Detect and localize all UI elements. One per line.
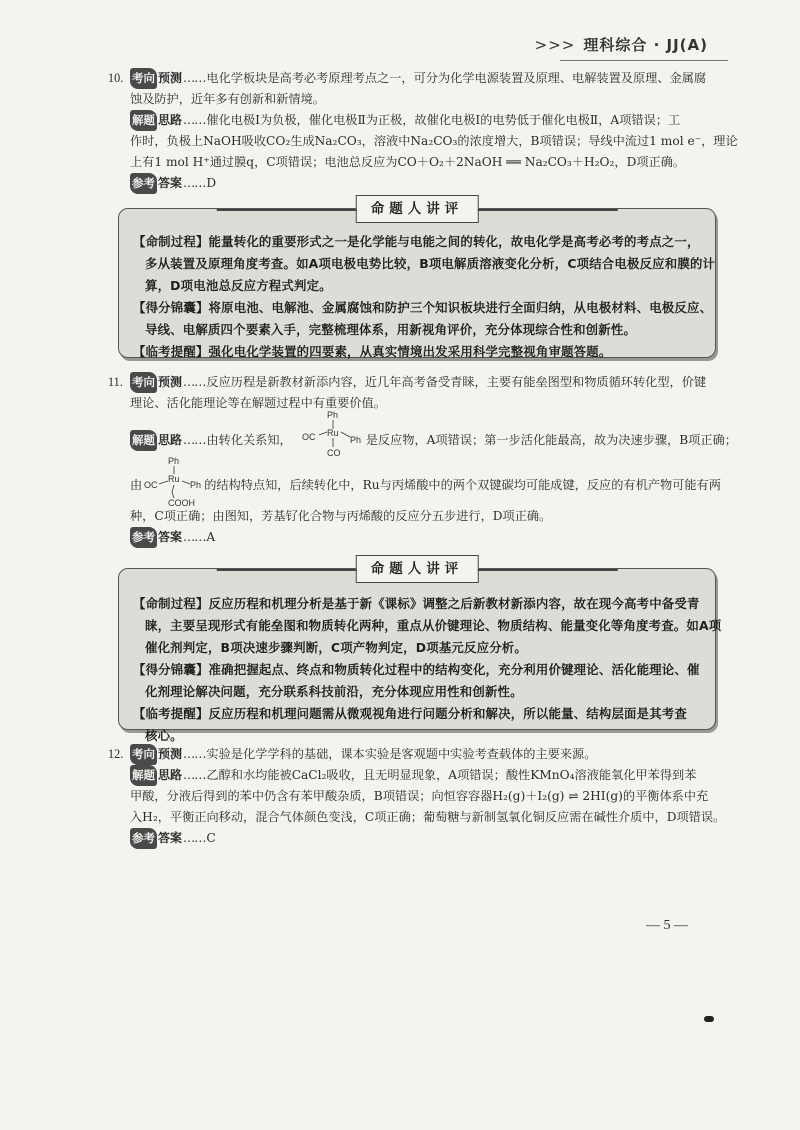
ink-mark: [704, 1016, 714, 1022]
question-number: 10.: [108, 71, 124, 85]
predict-text-2: 理论、活化能理论等在解题过程中有重要价值。: [130, 396, 386, 410]
commentary-line: 【得分锦囊】将原电池、电解池、金属腐蚀和防护三个知识板块进行全面归纳，从电极材料、电极反应、: [133, 300, 713, 315]
predict-text: 实验是化学学科的基础，课本实验是客观题中实验考查载体的主要来源。: [206, 747, 597, 761]
idea-text: 是反应物，A项错误；第一步活化能最高，故为决速步骤，B项正确；: [365, 433, 737, 447]
answer-tag: 参考 答案: [130, 527, 182, 548]
commentary-line: 【临考提醒】反应历程和机理问题需从微观视角进行问题分析和解决，所以能量、结构层面是其考查: [133, 706, 687, 721]
answer-value: D: [206, 176, 217, 190]
predict-text-2: 蚀及防护，近年多有创新和新情境。: [130, 92, 325, 106]
commentary-line: 催化剂判定，B项决速步骤判断，C项产物判定，D项基元反应分析。: [145, 640, 527, 655]
predict-tag: 考向 预测: [130, 68, 182, 89]
idea-line: 上有1 mol H⁺通过膜q，C项错误；电池总反应为CO＋O₂＋2NaOH ══ Na₂CO₃＋H₂O₂，D项正确。: [130, 155, 686, 169]
commentary-line: 算，D项电池总反应方程式判定。: [145, 278, 332, 293]
commentary-title: 命题人讲评: [356, 555, 479, 583]
idea-text: 的结构特点知，后续转化中，Ru与丙烯酸中的两个双键碳均可能成键，反应的有机产物可能有两: [204, 478, 721, 492]
question-12: 12. 考向 预测……实验是化学学科的基础，课本实验是客观题中实验考查载体的主要来源。 解题 思路……乙醇和水均能被CaCl₂吸收，且无明显现象，A项错误；酸性KMnO₄溶液能氧化甲苯得到苯 甲酸，分液后得到的苯中仍含有苯甲酸杂质，B项错误；向恒容容器H₂(g)＋I₂(g) ⇌ 2HI(g)的平衡体系中充 入H₂，平衡正向移动，混合气体颜色变浅，C项正确；葡萄糖与新制氢氧化铜反应需在碱性介质中，D项错误。 参考 答案……C: [130, 744, 718, 849]
header-title: 理科综合 · JJ(A): [583, 36, 708, 54]
idea-line: 作时，负极上NaOH吸收CO₂生成Na₂CO₃，溶液中Na₂CO₃的浓度增大，B项错误；导线中流过1 mol e⁻，理论: [130, 134, 738, 148]
predict-text: 电化学板块是高考必考原理考点之一，可分为化学电源装置及原理、电解装置及原理、金属腐: [206, 71, 707, 85]
idea-text: 由: [130, 478, 143, 492]
answer-tag: 参考 答案: [130, 173, 182, 194]
commentary-box-2: [118, 561, 722, 743]
commentary-line: 【命制过程】反应历程和机理分析是基于新《课标》调整之后新教材新添内容，故在现今高考中备受青: [133, 596, 700, 611]
idea-line: 甲酸，分液后得到的苯中仍含有苯甲酸杂质，B项错误；向恒容容器H₂(g)＋I₂(g) ⇌ 2HI(g)的平衡体系中充: [130, 789, 709, 803]
question-number: 11.: [108, 375, 123, 389]
commentary-line: 【命制过程】能量转化的重要形式之一是化学能与电能之间的转化，故电化学是高考必考的考点之一，: [133, 234, 700, 249]
answer-value: C: [206, 831, 216, 845]
commentary-title: 命题人讲评: [356, 195, 479, 223]
idea-tag: 解题 思路: [130, 110, 182, 131]
idea-line: 乙醇和水均能被CaCl₂吸收，且无明显现象，A项错误；酸性KMnO₄溶液能氧化甲苯得到苯: [206, 768, 697, 782]
idea-tag: 解题 思路: [130, 430, 182, 451]
predict-tag: 考向 预测: [130, 744, 182, 765]
commentary-line: 睐，主要呈现形式有能垒图和物质转化两种，重点从价键理论、物质结构、能量变化等角度考查。如A项: [145, 618, 722, 633]
idea-line: 入H₂，平衡正向移动，混合气体颜色变浅，C项正确；葡萄糖与新制氢氧化铜反应需在碱性介质中，D项错误。: [130, 810, 726, 824]
page-number: — 5 —: [646, 918, 688, 933]
idea-line: 催化电极Ⅰ为负极，催化电极Ⅱ为正极，故催化电极Ⅰ的电势低于催化电极Ⅱ，A项错误；工: [206, 113, 681, 127]
question-10: 10. 考向 预测……电化学板块是高考必考原理考点之一，可分为化学电源装置及原理、电解装置及原理、金属腐 蚀及防护，近年多有创新和新情境。 解题 思路……催化电极Ⅰ为负极，催化电极Ⅱ为正极，故催化电极Ⅰ的电势低于催化电极Ⅱ，A项错误；工 作时，负极上NaOH吸收CO₂生成Na₂CO₃，溶液中Na₂CO₃的浓度增大，B项错误；导线中流过1 mol e⁻，理论 上有1 mol H⁺通过膜q，C项错误；电池总反应为CO＋O₂＋2NaOH ══ Na₂CO₃＋H₂O₂，D项正确。 参考 答案……D: [130, 68, 718, 194]
ruthenium-complex-structure-2: Ph OC Ru Ph COOH: [144, 456, 210, 508]
predict-text: 反应历程是新教材新添内容，近几年高考备受青睐，主要有能垒图型和物质循环转化型，价键: [206, 375, 707, 389]
answer-tag: 参考 答案: [130, 828, 182, 849]
commentary-line: 导线、电解质四个要素入手，完整梳理体系，用新视角评价，充分体现综合性和创新性。: [145, 322, 637, 337]
question-number: 12.: [108, 747, 124, 761]
page-header: [535, 34, 708, 55]
ruthenium-complex-structure-1: Ph OC Ru Ph CO: [302, 410, 372, 458]
commentary-box-1: [118, 201, 716, 359]
predict-tag: 考向 预测: [130, 372, 182, 393]
idea-text: 种，C项正确；由图知，芳基钌化合物与丙烯酸的反应分五步进行，D项正确。: [130, 509, 552, 523]
commentary-line: 化剂理论解决问题，充分联系科技前沿，充分体现应用性和创新性。: [145, 684, 523, 699]
answer-value: A: [206, 530, 216, 544]
commentary-line: 【临考提醒】强化电化学装置的四要素，从真实情境出发采用科学完整视角审题答题。: [133, 344, 612, 359]
idea-text: 由转化关系知，: [206, 433, 292, 447]
header-arrows: >>>: [534, 36, 576, 54]
commentary-line: 多从装置及原理角度考查。如A项电极电势比较，B项电解质溶液变化分析，C项结合电极反应和膜的计: [145, 256, 716, 271]
question-11: 11. 考向 预测……反应历程是新教材新添内容，近几年高考备受青睐，主要有能垒图型和物质循环转化型，价键 理论、活化能理论等在解题过程中有重要价值。 解题 思路……由转化关系知， 是反应物，A项错误；第一步活化能最高，故为决速步骤，B项正确； 由 的结构特点知，后续转化中，Ru与丙烯酸中的两个双键碳均可能成键，反应的有机产物可能有两 种，C项正确；由图知，芳基钌化合物与丙烯酸的反应分五步进行，D项正确。 参考 答案……A: [130, 372, 718, 548]
idea-tag: 解题 思路: [130, 765, 182, 786]
commentary-line: 核心。: [145, 728, 183, 743]
header-rule: [560, 60, 728, 61]
commentary-line: 【得分锦囊】准确把握起点、终点和物质转化过程中的结构变化，充分利用价键理论、活化能理论、催: [133, 662, 700, 677]
